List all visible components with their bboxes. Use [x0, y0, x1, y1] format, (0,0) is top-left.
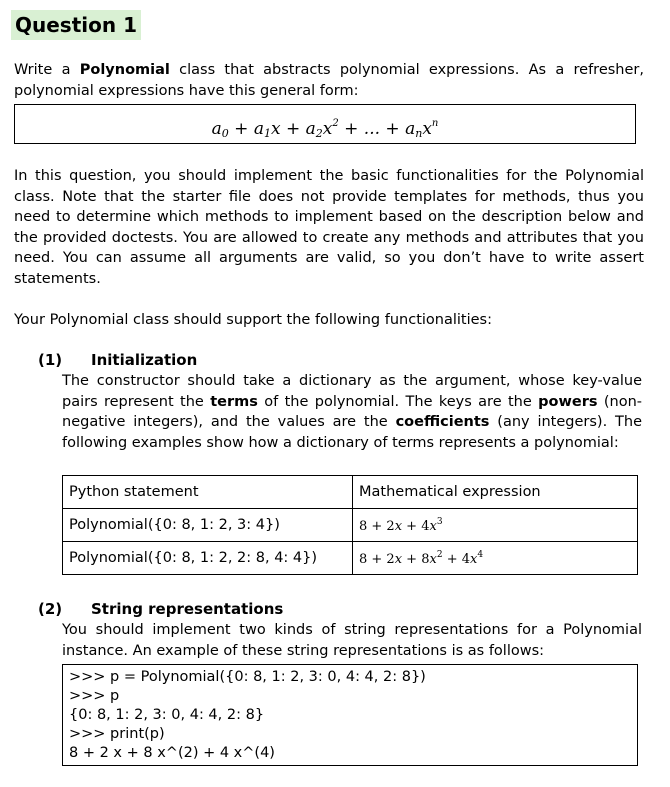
code-line: >>> p — [69, 688, 120, 704]
section-2-text: You should implement two kinds of string representations for a Polynomial instance. An example of these string representations is as follows: — [62, 622, 642, 659]
table-header-math: Mathematical expression — [353, 476, 638, 509]
code-line: >>> print(p) — [69, 726, 165, 742]
table-cell-code: Polynomial({0: 8, 1: 2, 3: 4}) — [63, 509, 353, 542]
question-title: Question 1 — [11, 10, 141, 40]
code-line: {0: 8, 1: 2, 3: 0, 4: 4, 2: 8} — [69, 707, 265, 723]
instructions-paragraph: In this question, you should implement the basic functionalities for the Polynomial class. Note that the starter file does not provide templates for methods, thus you need to determine which methods to implement based on the description below and the provided doctests. You are allowed to create any methods and attributes that you need. You can assume all arguments are valid, so you don’t have to write assert statements. — [14, 168, 644, 287]
table-header-python: Python statement — [63, 476, 353, 509]
intro-class-name: Polynomial — [79, 62, 170, 78]
section-1-number: (1) — [38, 351, 63, 369]
table-cell-code: Polynomial({0: 8, 1: 2, 2: 8, 4: 4}) — [63, 542, 353, 575]
code-line: >>> p = Polynomial({0: 8, 1: 2, 3: 0, 4: 4, 2: 8}) — [69, 669, 426, 685]
section-1-text: The constructor should take a dictionary as the argument, whose key-value pairs represent the terms of the polynomial. The keys are the powers (non-negative integers), and the values are the coefficients (any integers). The following examples show how a dictionary of terms represents a polynomial: — [62, 373, 643, 451]
code-line: 8 + 2 x + 8 x^(2) + 4 x^(4) — [69, 745, 275, 761]
table-row — [63, 542, 638, 575]
intro-text-1: Write a — [14, 62, 80, 78]
general-form-formula: $a_0 + a_1x + a_2x^2$ + ... + $a_nx^n$ — [14, 104, 636, 144]
table-row — [63, 509, 638, 542]
table-cell-math: $8 + 2x + 4x^3$ — [353, 509, 638, 542]
intro-text-2: class that abstracts polynomial expressions. As a refresher, polynomial expressions have this general form: — [14, 62, 644, 99]
intro-paragraph — [14, 60, 644, 101]
table-cell-math: $8 + 2x + 8x^2 + 4x^4$ — [353, 542, 638, 575]
code-example-box — [62, 664, 638, 766]
section-1-heading: Initialization — [91, 351, 198, 369]
examples-table — [62, 475, 638, 575]
section-2-heading: String representations — [91, 600, 284, 618]
section-2-number: (2) — [38, 600, 63, 618]
table-header-row — [63, 476, 638, 509]
functionalities-intro: Your Polynomial class should support the following functionalities: — [14, 312, 492, 328]
